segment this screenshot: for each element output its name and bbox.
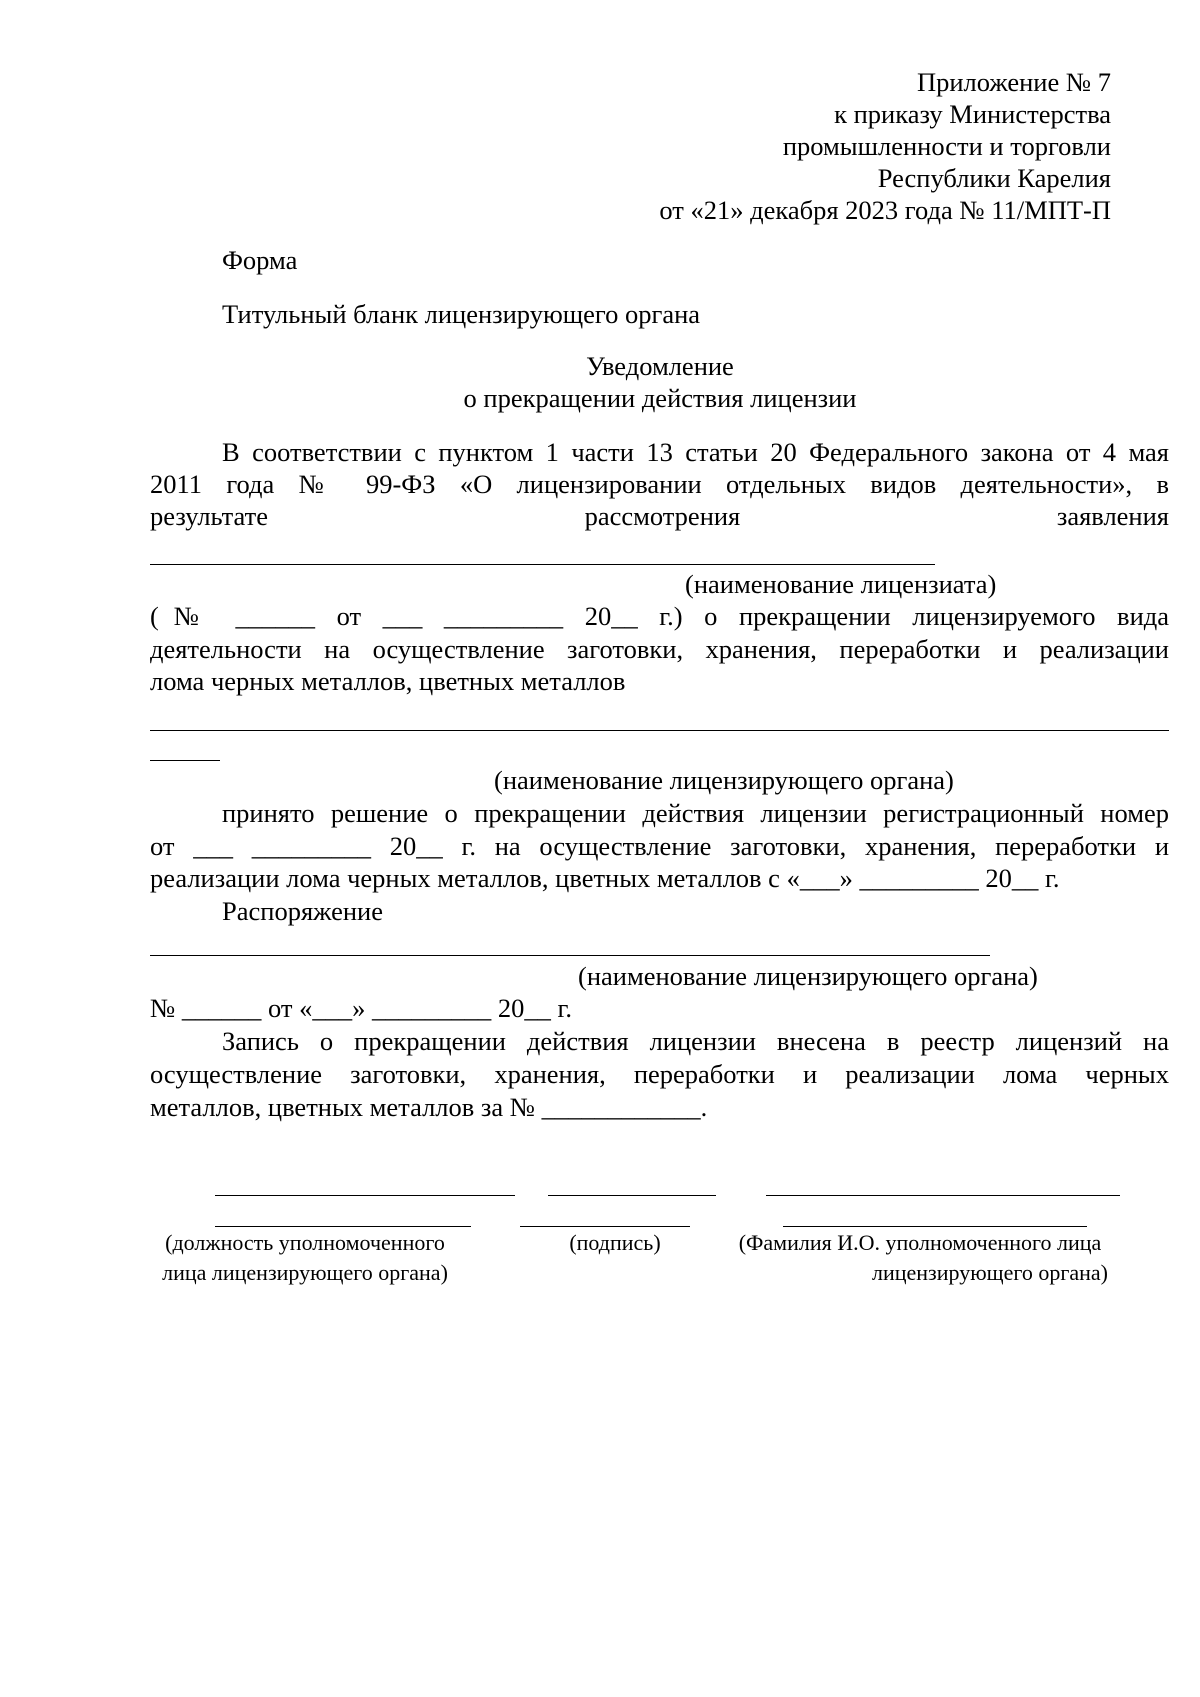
appendix-number: Приложение № 7 (916, 67, 1111, 97)
paragraph-3-line-1: принято решение о прекращении действия лицензии регистрационный номер (222, 798, 1169, 828)
name-caption-line-2: лицензирующего органа) (871, 1260, 1108, 1285)
paragraph-3-line-2: от ___ _________ 20__ г. на осуществление заготовки, хранения, переработки и (150, 831, 1169, 861)
title-blank-label: Титульный бланк лицензирующего органа (222, 299, 701, 329)
paragraph-2-line-2: деятельности на осуществление заготовки, хранения, переработки и реализации (150, 634, 1169, 664)
document-title: Уведомление (586, 351, 734, 381)
paragraph-1-line-1: В соответствии с пунктом 1 части 13 статьи 20 Федерального закона от 4 мая (222, 437, 1169, 467)
paragraph-4-line-3: металлов, цветных металлов за № ____________. (150, 1092, 708, 1122)
organ-caption-2: (наименование лицензирующего органа) (578, 961, 1038, 991)
position-caption-line-2: лица лицензирующего органа) (162, 1260, 448, 1285)
organ-name-line-2 (150, 955, 990, 956)
appendix-order-ref: к приказу Министерства (834, 99, 1111, 129)
name-caption-line-1: (Фамилия И.О. уполномоченного лица (738, 1230, 1102, 1255)
document-subtitle: о прекращении действия лицензии (463, 383, 857, 413)
order-number-line: № ______ от «___» _________ 20__ г. (150, 993, 573, 1023)
sign-signature-subline (520, 1226, 690, 1227)
sign-signature-line (548, 1195, 716, 1196)
paragraph-2-line-1: (№ ______ от ___ _________ 20__ г.) о прекращении лицензируемого вида (150, 601, 1169, 631)
name-signature-line (766, 1195, 1120, 1196)
name-signature-subline (783, 1226, 1087, 1227)
paragraph-1-line-3: результате рассмотрения заявления (150, 501, 1169, 531)
position-caption-line-1: (должность уполномоченного (165, 1230, 445, 1255)
appendix-date: от «21» декабря 2023 года № 11/МПТ-П (659, 195, 1111, 225)
paragraph-2-line-3: лома черных металлов, цветных металлов (150, 666, 626, 696)
paragraph-1-line-2: 2011 года № 99-ФЗ «О лицензировании отдельных видов деятельности», в (150, 469, 1169, 499)
appendix-republic: Республики Карелия (877, 163, 1111, 193)
position-signature-subline (215, 1226, 471, 1227)
organ-name-line-1 (150, 730, 1169, 731)
paragraph-3-line-3: реализации лома черных металлов, цветных металлов с «___» _________ 20__ г. (150, 863, 1060, 893)
position-signature-line (215, 1195, 515, 1196)
licensee-caption: (наименование лицензиата) (685, 569, 997, 599)
organ-name-line-1-cont (150, 760, 220, 761)
rasporyazhenie-label: Распоряжение (222, 896, 383, 926)
appendix-ministry: промышленности и торговли (782, 131, 1111, 161)
organ-caption-1: (наименование лицензирующего органа) (494, 765, 954, 795)
paragraph-4-line-1: Запись о прекращении действия лицензии внесена в реестр лицензий на (222, 1026, 1169, 1056)
licensee-name-line (150, 564, 935, 565)
form-label: Форма (222, 245, 298, 275)
paragraph-4-line-2: осуществление заготовки, хранения, переработки и реализации лома черных (150, 1059, 1169, 1089)
sign-caption: (подпись) (569, 1230, 661, 1255)
